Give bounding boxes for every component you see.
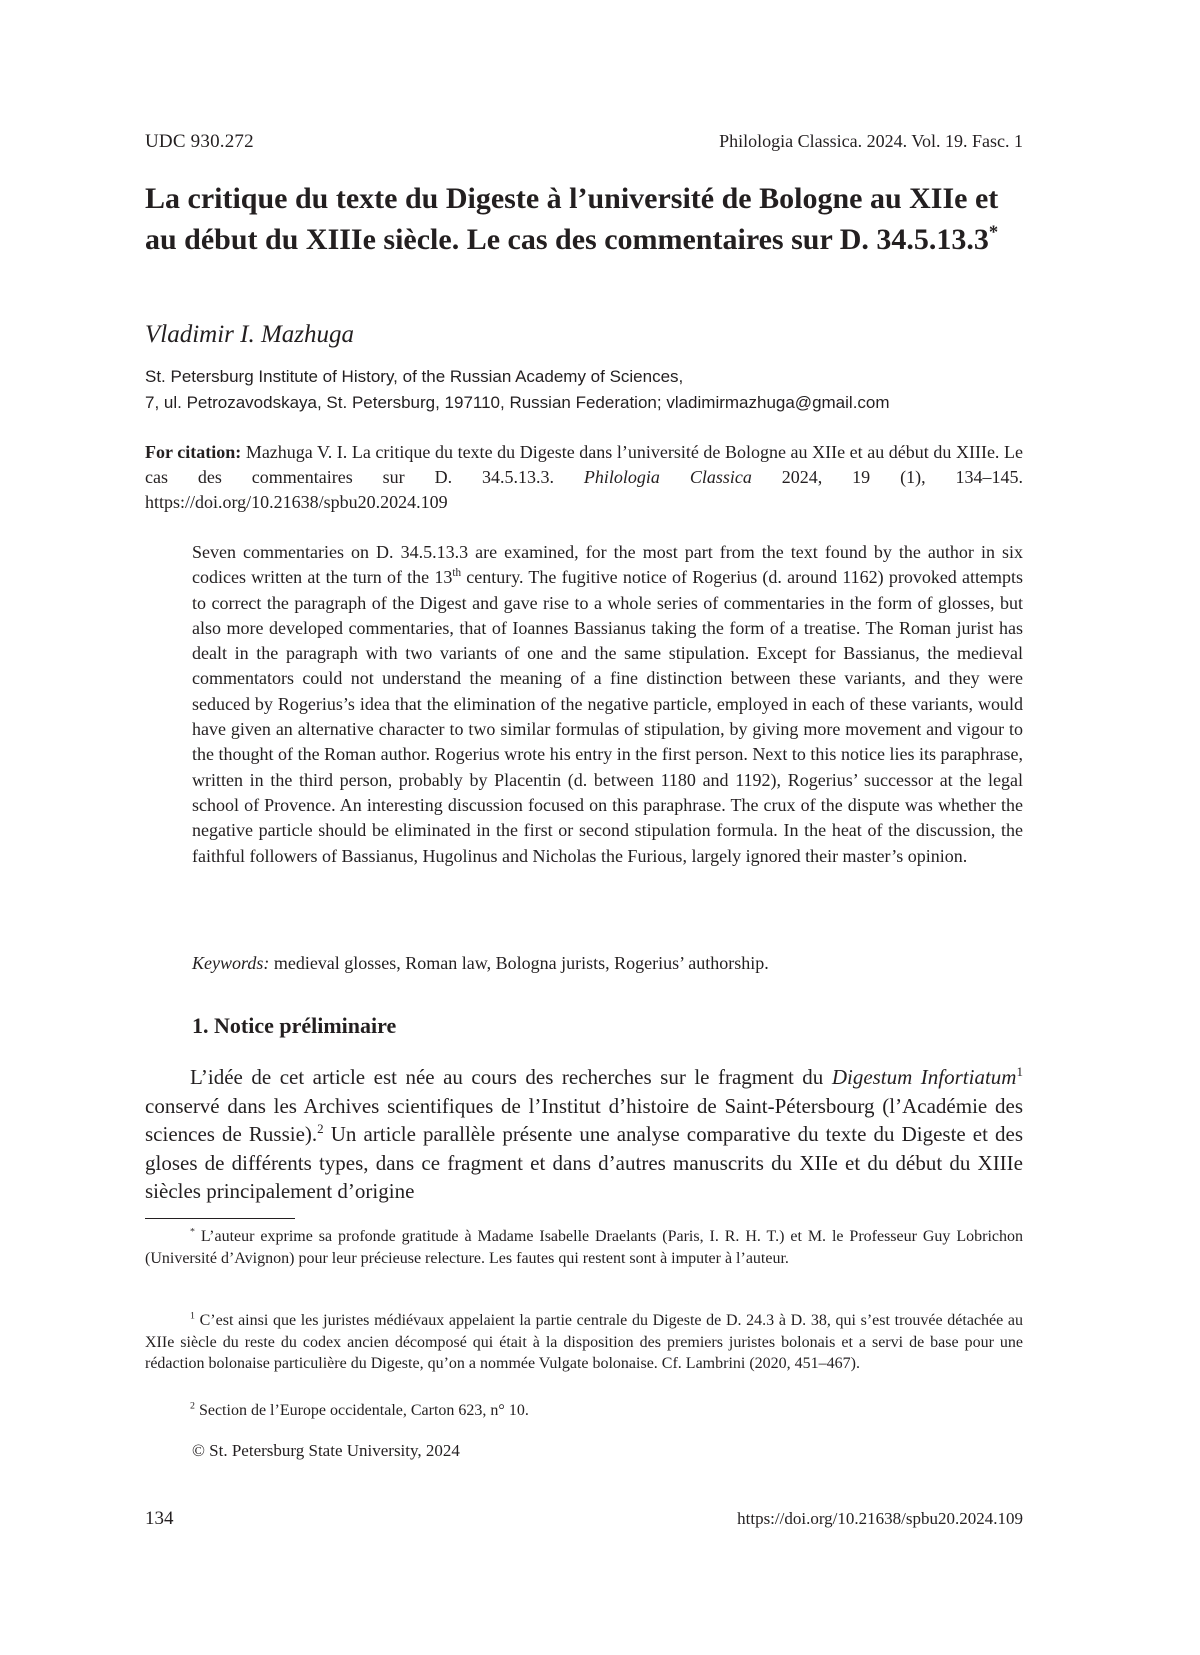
abstract-sup: th (452, 567, 462, 580)
footnote-divider (145, 1218, 295, 1219)
citation-journal: Philologia Classica (583, 467, 752, 487)
footnote-ref-2[interactable]: 2 (317, 1121, 324, 1136)
footnote-2 (145, 1400, 1023, 1422)
citation-text-1: Mazhuga V. I. La critique du texte du Digeste dans l’université de Bologne au XIIe et au début du XIIIe. Le cas des commentaires sur D. 34.5.13.3. (145, 442, 1023, 487)
footnote-mark: 1 (190, 1310, 195, 1322)
title-text: La critique du texte du Digeste à l’université de Bologne au XIIe et au début du XIIIe siècle. Le cas des commentaires sur D. 34.5.13.3 (145, 182, 999, 256)
keywords (192, 951, 1023, 976)
article-title (145, 178, 1023, 260)
citation-text-2: 2024, 19 (1), 134–145. https://doi.org/10.21638/spbu20.2024.109 (145, 467, 1023, 512)
footnote-star (145, 1226, 1023, 1269)
body-paragraph (145, 1063, 1023, 1206)
author-name: Vladimir I. Mazhuga (145, 321, 355, 348)
page-number: 134 (145, 1508, 174, 1529)
body-text-c: Un article parallèle présente une analyse comparative du texte du Digeste et des gloses de différents types, dans ce fragment et dans d’autres manuscrits du XIIe et du début du XIIIe siècles principalement d’origine (145, 1122, 1023, 1203)
affiliation-line-1: St. Petersburg Institute of History, of the Russian Academy of Sciences, (145, 367, 684, 386)
citation (145, 440, 1023, 515)
footnote-text: L’auteur exprime sa profonde gratitude à Madame Isabelle Draelants (Paris, I. R. H. T.) et M. le Professeur Guy Lobrichon (Université d’Avignon) pour leur précieuse relecture. Les fautes qui restent sont à imputer à l’auteur. (145, 1228, 1023, 1267)
abstract-part-2: century. The fugitive notice of Rogerius (d. around 1162) provoked attempts to correct the paragraph of the Digest and gave rise to a whole series of commentaries in the form of glosses, but also more developed commentaries, that of Ioannes Bassianus taking the form of a treatise. The Roman jurist has dealt in the paragraph with two variants of one and the same stipulation. Except for Bassianus, the medieval commentators could not understand the meaning of a fine distinction between these variants, and they were seduced by Rogerius’s idea that the elimination of the negative particle, employed in each of these variants, would have given an alternative character to two similar formulas of stipulation, by giving more movement and vigour to the thought of the Roman author. Rogerius wrote his entry in the first person. Next to this notice lies its paraphrase, written in the third person, probably by Placentin (d. between 1180 and 1192), Rogerius’ successor at the legal school of Provence. An interesting discussion focused on this paraphrase. The crux of the dispute was whether the negative particle should be eliminated in the first or second stipulation formula. In the heat of the discussion, the faithful followers of Bassianus, Hugolinus and Nicholas the Furious, largely ignored their master’s opinion. (192, 567, 1023, 866)
section-heading: 1. Notice préliminaire (192, 1013, 397, 1038)
udc-code: UDC 930.272 (145, 131, 254, 152)
journal-header: Philologia Classica. 2024. Vol. 19. Fasc. 1 (719, 131, 1023, 151)
body-text-b: conservé dans les Archives scientifiques de l’Institut d’histoire de Saint-Pétersbourg (l’Académie des sciences de Russie). (145, 1093, 1023, 1146)
copyright-notice: © St. Petersburg State University, 2024 (192, 1441, 460, 1460)
keywords-text: medieval glosses, Roman law, Bologna jurists, Rogerius’ authorship. (269, 953, 769, 973)
abstract (192, 540, 1023, 869)
abstract-part-1: Seven commentaries on D. 34.5.13.3 are examined, for the most part from the text found by the author in six codices written at the turn of the 13 (192, 542, 1023, 588)
body-text-a: L’idée de cet article est née au cours des recherches sur le fragment du (190, 1065, 832, 1089)
footnote-mark: * (190, 1226, 195, 1238)
body-italic-term: Digestum Infortiatum (831, 1065, 1017, 1089)
keywords-label: Keywords: (192, 953, 270, 973)
footnote-text: Section de l’Europe occidentale, Carton 623, n° 10. (194, 1402, 529, 1419)
affiliation-line-2: 7, ul. Petrozavodskaya, St. Petersburg, 197110, Russian Federation; vladimirmazhuga@gmail.com (145, 393, 890, 412)
footnote-ref-1[interactable]: 1 (1016, 1064, 1023, 1079)
citation-label: For citation: (145, 442, 242, 462)
footnote-text: C’est ainsi que les juristes médiévaux appelaient la partie centrale du Digeste de D. 24.3 à D. 38, qui s’est trouvée détachée au XIIe siècle du reste du codex ancien décomposé qui était à la disposition des premiers juristes bolonais et a servi de base pour une rédaction bolonaise particulière du Digeste, qu’on a nommée Vulgate bolonaise. Cf. Lambrini (2020, 451–467). (145, 1312, 1023, 1372)
affiliation (145, 364, 1023, 416)
doi-link[interactable]: https://doi.org/10.21638/spbu20.2024.109 (737, 1509, 1023, 1528)
footnote-1 (145, 1310, 1023, 1375)
footnote-mark: 2 (190, 1400, 195, 1412)
title-footnote-mark[interactable]: * (988, 222, 999, 243)
